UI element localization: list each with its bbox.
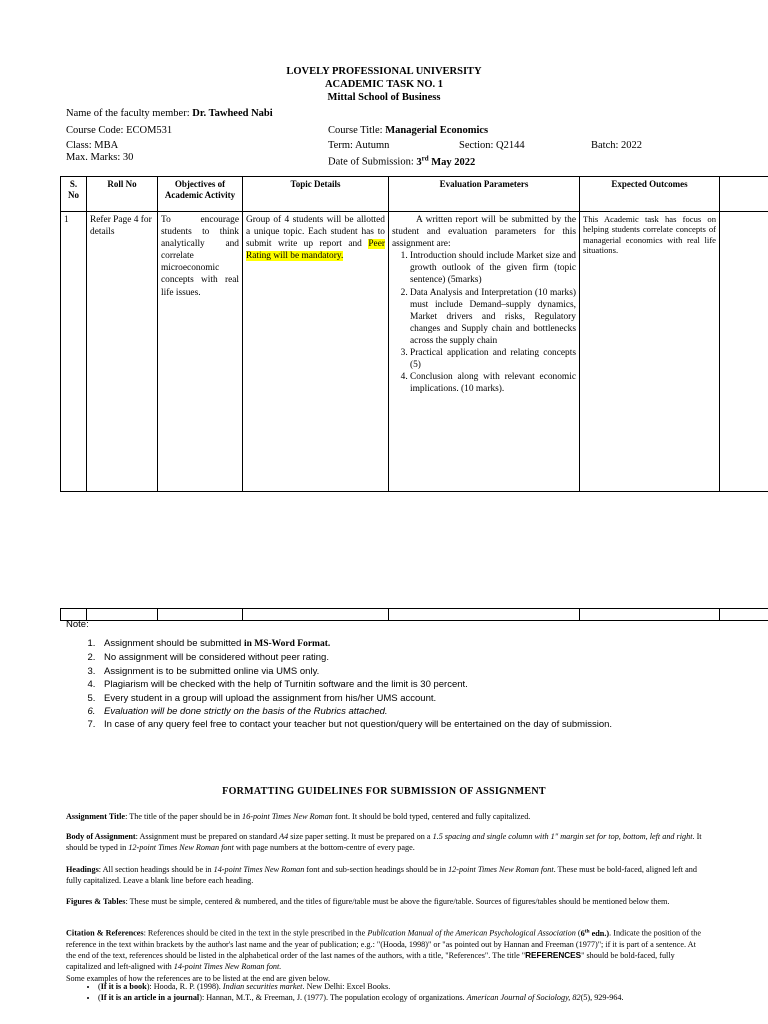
university-title: LOVELY PROFESSIONAL UNIVERSITY	[286, 66, 482, 77]
topic-text: Group of 4 students will be allotted a unique topic. Each student has to submit write up report and	[246, 215, 385, 250]
header-expected-outcomes: Expected Outcomes	[580, 177, 720, 212]
note-item: 7. In case of any query feel free to contact your teacher but not question/query will be entertained on the day of submission.	[98, 718, 718, 731]
header-objectives: Objectives of Academic Activity	[158, 177, 243, 212]
guideline-assignment-title: Assignment Title: The title of the paper should be in 16-point Times New Roman font. It should be bold typed, centered and fully capitalized.	[66, 812, 531, 821]
reference-example-journal: • (If it is an article in a journal): Hannan, M.T., & Freeman, J. (1977). The population ecology of organizations. American Journal of Sociology, 82(5), 929-964.	[98, 992, 738, 1003]
cell-blank	[720, 212, 768, 492]
term-field: Term: Autumn	[328, 140, 390, 151]
class-field: Class: MBA	[66, 140, 119, 151]
notes-list	[82, 637, 718, 732]
course-code: Course Code: ECOM531	[66, 125, 173, 136]
evaluation-item: 1. Introduction should include Market size and growth outlook of the given firm (topic sentence) (5marks)	[410, 250, 576, 286]
note-item: 4. Plagiarism will be checked with the help of Turnitin software and the limit is 30 percent.	[98, 678, 718, 691]
reference-example-book: • (If it is a book): Hooda, R. P. (1998). Indian securities market. New Delhi: Excel Books.	[98, 981, 738, 992]
submission-date: 3rd May 2022	[416, 154, 476, 168]
evaluation-item: 2. Data Analysis and Interpretation (10 marks) must include Demand–supply dynamics, Market drivers and risks, Regulatory changes and Supply chain and bottlenecks across the supply chain	[410, 287, 576, 347]
note-item: 6. Evaluation will be done strictly on the basis of the Rubrics attached.	[98, 705, 718, 718]
section-field: Section: Q2144	[459, 140, 525, 151]
note-label: Note:	[66, 619, 89, 630]
note-item: 1. Assignment should be submitted in MS-Word Format.	[98, 637, 718, 651]
examples-intro: Some examples of how the references are to be listed at the end are given below.	[66, 973, 331, 983]
cell-sno: 1	[61, 212, 87, 492]
note-item: 2. No assignment will be considered without peer rating.	[98, 651, 718, 664]
peer-rating-highlight: Peer Rating will be mandatory.	[246, 239, 385, 262]
batch-field: Batch: 2022	[591, 140, 643, 151]
guideline-figures: Figures & Tables: These must be simple, centered & numbered, and the titles of figure/table must be above the figure/table. Sources of figures/tables should be mentioned below them.	[66, 897, 670, 906]
course-title: Managerial Economics	[385, 125, 489, 136]
course-title-line	[328, 125, 488, 137]
cell-evaluation	[389, 212, 580, 492]
submission-date-label: Date of Submission:	[328, 156, 417, 168]
cell-roll-no: Refer Page 4 for details	[87, 212, 158, 492]
reference-examples	[86, 981, 738, 1004]
guideline-citation: Citation & References: References should be cited in the text in the style prescribed in the Publication Manual of the American Psychological Association (6th edn.). Indicate the position of the reference in the text within brackets by the author's last name and the year of publication; e.g.: "(Hooda, 1998)" or "as pointed out by Hannan and Freeman (1977)"; if it is part of a sentence. At the end of the text, references should be listed in the alphabetical order of the last names of the authors, with a title, "References". The title "REFERENCES" should be bold-faced, fully capitalized and left-aligned with 14-point Times New Roman font. Some examples of how the references are to be listed at the end are given below.	[66, 928, 701, 983]
guideline-headings: Headings: All section headings should be in 14-point Times New Roman font and sub-section headings should be in 12-point Times New Roman font. These must be bold-faced, aligned left and fully capitalized. Leave a blank line before each heading.	[66, 865, 697, 886]
cell-topic	[243, 212, 389, 492]
evaluation-list	[392, 250, 576, 395]
faculty-label: Name of the faculty member:	[66, 108, 193, 119]
school-title: Mittal School of Business	[327, 92, 441, 103]
note-item: 3. Assignment is to be submitted online via UMS only.	[98, 665, 718, 678]
cell-objective: To encourage students to think analytically and correlate microeconomic concepts with real life issues.	[158, 212, 243, 492]
note-item: 5. Every student in a group will upload the assignment from his/her UMS account.	[98, 692, 718, 705]
task-title: ACADEMIC TASK NO. 1	[324, 79, 444, 90]
header-evaluation-parameters: Evaluation Parameters	[389, 177, 580, 212]
header-topic-details: Topic Details	[243, 177, 389, 212]
table-row	[61, 212, 768, 492]
course-title-label: Course Title:	[328, 125, 386, 136]
evaluation-item: 3. Practical application and relating concepts (5)	[410, 347, 576, 371]
assignment-table	[60, 176, 768, 492]
table-header-row	[61, 177, 768, 212]
ms-word-format: in MS-Word Format.	[243, 639, 331, 649]
header-blank	[720, 177, 768, 212]
max-marks-field: Max. Marks: 30	[66, 152, 134, 163]
faculty-name: Dr. Tawheed Nabi	[192, 108, 273, 119]
guideline-body: Body of Assignment: Assignment must be prepared on standard A4 size paper setting. It must be prepared on a 1.5 spacing and single column with 1" margin set for top, bottom, left and right. It should be typed in 12-point Times New Roman font with page numbers at the bottom-centre of every page.	[66, 832, 702, 853]
formatting-guidelines-title: FORMATTING GUIDELINES FOR SUBMISSION OF ASSIGNMENT	[222, 786, 546, 797]
submission-date-line	[328, 152, 475, 169]
header-sno: S. No	[61, 177, 87, 212]
header-roll-no: Roll No	[87, 177, 158, 212]
empty-table-row	[60, 608, 768, 621]
cell-outcome: This Academic task has focus on helping students correlate concepts of managerial economics with real life situations.	[580, 212, 720, 492]
evaluation-item: 4. Conclusion along with relevant economic implications. (10 marks).	[410, 371, 576, 395]
faculty-line	[66, 108, 273, 120]
evaluation-intro: A written report will be submitted by the student and evaluation parameters for this assignment are:	[392, 215, 576, 250]
